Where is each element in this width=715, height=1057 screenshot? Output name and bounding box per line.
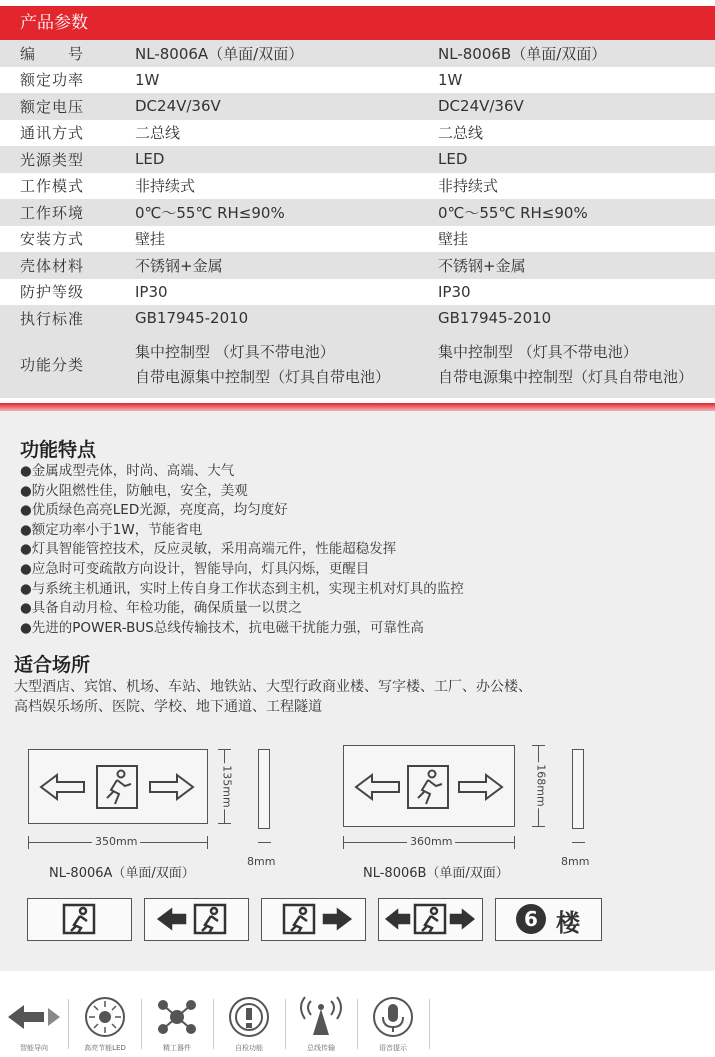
table-row <box>0 40 715 67</box>
spec-value-b: 1W <box>438 70 463 89</box>
spec-label: 编 号 <box>20 44 85 63</box>
table-row <box>0 67 715 94</box>
places-line: 大型酒店、宾馆、机场、车站、地铁站、大型行政商业楼、写字楼、工厂、办公楼、 <box>14 679 532 695</box>
spec-value-a: NL-8006A（单面/双面） <box>135 44 304 63</box>
sign-variant-left <box>144 898 249 941</box>
spec-value-a: 壁挂 <box>135 230 166 249</box>
spec-value-b: GB17945-2010 <box>438 309 552 328</box>
spec-value-b: DC24V/36V <box>438 97 524 116</box>
table-row <box>0 279 715 306</box>
spec-label: 功能分类 <box>20 356 85 374</box>
width-label: 360mm <box>407 835 455 848</box>
bus-icon <box>291 995 351 1039</box>
header <box>0 0 715 40</box>
function-line: 集中控制型 （灯具不带电池） <box>135 342 335 361</box>
depth-label: 8mm <box>247 855 276 868</box>
spec-value-a: 非持续式 <box>135 177 196 196</box>
table-row <box>0 305 715 332</box>
feature-icon-item <box>75 995 135 1052</box>
model-label: NL-8006B（单面/双面） <box>363 866 509 881</box>
dimension-tick <box>207 836 208 849</box>
exit-sign-icon <box>344 746 514 826</box>
spec-label: 光源类型 <box>20 150 85 169</box>
spec-label: 执行标准 <box>20 309 85 328</box>
list-item: ●灯具智能管控技术，反应灵敏，采用高端元件，性能超稳发挥 <box>20 541 397 558</box>
spec-label: 安装方式 <box>20 230 85 249</box>
divider <box>429 999 430 1049</box>
spec-value-b: NL-8006B（单面/双面） <box>438 44 607 63</box>
exit-door-icon <box>28 899 130 939</box>
list-item: ●金属成型壳体，时尚、高端、大气 <box>20 463 235 479</box>
depth-label: 8mm <box>561 855 590 868</box>
spec-value-a <box>135 340 438 390</box>
table-row <box>0 173 715 200</box>
feature-icon-item <box>363 995 423 1052</box>
divider <box>357 999 358 1049</box>
sign-variant-both <box>378 898 483 941</box>
sign-b-side <box>572 749 584 829</box>
table-row <box>0 120 715 147</box>
model-label: NL-8006A（单面/双面） <box>49 866 195 881</box>
divider <box>213 999 214 1049</box>
feature-icon-item <box>219 995 279 1052</box>
spec-value-b: 二总线 <box>438 124 484 143</box>
spec-value-b: IP30 <box>438 282 471 301</box>
places-text <box>14 677 704 717</box>
sign-variants <box>0 898 715 948</box>
spec-label: 壳体材料 <box>20 256 85 275</box>
header-bar <box>0 6 715 40</box>
features-list <box>20 462 700 638</box>
spec-label: 额定功率 <box>20 71 85 90</box>
spec-label: 通讯方式 <box>20 124 85 143</box>
self-check-icon <box>219 995 279 1039</box>
feature-icon-label: 智能导向 <box>20 1044 48 1052</box>
feature-icon-item <box>147 995 207 1052</box>
spec-value-a: LED <box>135 150 165 169</box>
spec-value-a: 0℃～55℃ RH≤90% <box>135 203 285 222</box>
spec-table <box>0 40 715 398</box>
height-label: 135mm <box>220 765 234 808</box>
spec-label: 工作模式 <box>20 177 85 196</box>
voice-icon <box>363 995 423 1039</box>
feature-icon-label: 语音提示 <box>379 1044 407 1052</box>
list-item: ●与系统主机通讯，实时上传自身工作状态到主机，实现主机对灯具的监控 <box>20 580 464 597</box>
sign-variant-floor <box>495 898 602 941</box>
feature-icon-label: 自检功能 <box>235 1044 263 1052</box>
divider <box>141 999 142 1049</box>
floor-number: 6 <box>516 904 546 934</box>
page-title: 产品参数 <box>20 13 88 33</box>
places-title: 适合场所 <box>14 654 91 676</box>
divider <box>285 999 286 1049</box>
dimension-line <box>572 842 585 843</box>
table-row <box>0 146 715 173</box>
dimension-tick <box>532 745 545 746</box>
features-title: 功能特点 <box>20 439 97 461</box>
list-item: ●额定功率小于1W，节能省电 <box>20 521 203 538</box>
spec-value-a: DC24V/36V <box>135 97 221 116</box>
dimension-tick <box>218 823 231 824</box>
dimension-tick <box>343 836 344 849</box>
dimension-diagrams <box>0 732 715 882</box>
spec-value-a: 1W <box>135 70 160 89</box>
list-item: ●防火阻燃性佳，防触电，安全，美观 <box>20 482 248 499</box>
spec-value-b: 壁挂 <box>438 230 469 249</box>
spec-label: 工作环境 <box>20 203 85 222</box>
height-label: 168mm <box>534 764 548 807</box>
sign-variant-right <box>261 898 366 941</box>
list-item: ●具备自动月检、年检功能，确保质量一以贯之 <box>20 600 302 617</box>
spec-value-a: 不锈钢+金属 <box>135 256 223 275</box>
function-line: 集中控制型 （灯具不带电池） <box>438 342 638 361</box>
table-row <box>0 226 715 253</box>
table-row <box>0 93 715 120</box>
spec-value-a: IP30 <box>135 282 168 301</box>
feature-icon-label: 总线传输 <box>307 1044 335 1052</box>
function-line: 自带电源集中控制型（灯具自带电池） <box>135 367 391 386</box>
width-label: 350mm <box>92 835 140 848</box>
feature-icon-label: 高亮节能LED <box>84 1044 126 1052</box>
dimension-tick <box>218 749 231 750</box>
spec-value-b <box>438 340 715 390</box>
sign-a-side <box>258 749 270 829</box>
component-icon <box>147 995 207 1039</box>
divider <box>68 999 69 1049</box>
exit-both-arrows-icon <box>379 899 481 939</box>
dimension-tick <box>28 836 29 849</box>
list-item: ●先进的POWER-BUS总线传输技术，抗电磁干扰能力强，可靠性高 <box>20 619 424 636</box>
led-icon <box>75 995 135 1039</box>
exit-left-arrow-icon <box>145 899 247 939</box>
places-line: 高档娱乐场所、医院、学校、地下通道、工程隧道 <box>14 699 322 715</box>
spec-label: 防护等级 <box>20 283 85 302</box>
spec-label: 额定电压 <box>20 97 85 116</box>
exit-right-arrow-icon <box>262 899 364 939</box>
section-divider <box>0 403 715 411</box>
feature-icon-item <box>291 995 351 1052</box>
table-row <box>0 332 715 398</box>
spec-value-b: 不锈钢+金属 <box>438 256 526 275</box>
spec-value-b: LED <box>438 150 468 169</box>
sign-variant-exit <box>27 898 132 941</box>
spec-value-b: 0℃～55℃ RH≤90% <box>438 203 588 222</box>
list-item: ●优质绿色高亮LED光源，亮度高，均匀度好 <box>20 502 288 519</box>
smart-guide-icon <box>4 995 64 1039</box>
spec-value-a: GB17945-2010 <box>135 309 249 328</box>
spec-value-a: 二总线 <box>135 124 181 143</box>
sign-b-diagram <box>343 745 515 827</box>
dimension-tick <box>514 836 515 849</box>
sign-a-diagram <box>28 749 208 824</box>
function-line: 自带电源集中控制型（灯具自带电池） <box>438 367 694 386</box>
feature-icon-strip <box>0 971 715 1057</box>
exit-sign-icon <box>29 750 207 823</box>
dimension-tick <box>532 826 545 827</box>
feature-icon-item <box>4 995 64 1052</box>
feature-icon-label: 精工器件 <box>163 1044 191 1052</box>
dimension-line <box>258 842 271 843</box>
list-item: ●应急时可变疏散方向设计，智能导向，灯具闪烁，更醒目 <box>20 560 370 577</box>
table-row <box>0 199 715 226</box>
floor-text: 楼 <box>556 909 580 937</box>
spec-value-b: 非持续式 <box>438 177 499 196</box>
table-row <box>0 252 715 279</box>
